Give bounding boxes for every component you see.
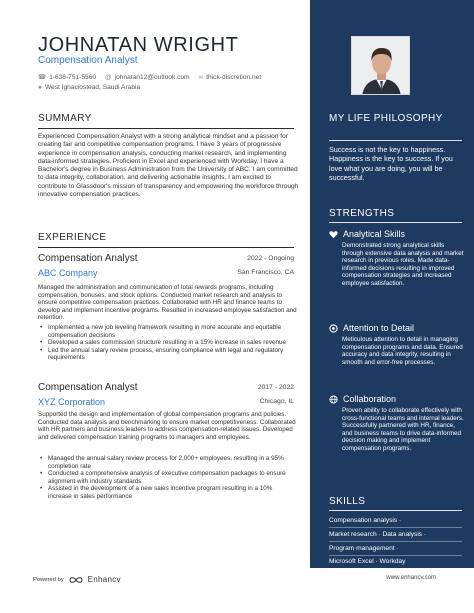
strength-title: Collaboration [343, 394, 397, 404]
achievement-item: • Assisted in the development of a new sales incentive program resulting in a 10% increase in sales performance [38, 485, 296, 500]
job-dates: 2017 - 2022 [257, 384, 294, 391]
skill-item: Microsoft Excel · Workday [329, 558, 406, 565]
phone-icon: ☎ [38, 74, 47, 81]
summary-title: SUMMARY [38, 113, 92, 124]
strength-title: Analytical Skills [343, 229, 406, 239]
brand-name[interactable]: Enhancv [87, 575, 121, 584]
job-title: Compensation Analyst [38, 382, 138, 393]
achievement-item: • Implemented a new job leveling framework resulting in more accurate and equitable compensation decisions [38, 324, 296, 339]
philosophy-divider [329, 140, 462, 141]
strength-title: Attention to Detail [343, 323, 415, 333]
job-location: San Francisco, CA [237, 269, 294, 276]
company-name: ABC Company [38, 268, 98, 278]
achievement-item: • Conducted a comprehensive analysis of executive compensation packages to ensure alignment with industry standards [38, 470, 296, 485]
location-text: West Ignaciostead, Saudi Arabia [44, 84, 141, 91]
website-item [199, 73, 262, 81]
job-dates: 2022 - Ongoing [247, 255, 294, 262]
skill-divider [329, 541, 462, 542]
link-icon: ∞ [198, 73, 204, 81]
job-description: Supported the design and implementation of global compensation programs and policies. Conducted data analysis and benchmarking to ensure market competitiveness. Collaborated with HR partners and business leaders to address compensation-related issues. Developed and delivered compensation training programs to managers and employees. [38, 411, 296, 441]
skills-divider [329, 510, 462, 511]
candidate-role: Compensation Analyst [38, 55, 138, 66]
contact-row-1 [38, 73, 261, 81]
job-achievements [38, 324, 296, 362]
experience-title: EXPERIENCE [38, 232, 107, 243]
portrait-image [352, 37, 410, 95]
strengths-title: STRENGTHS [329, 208, 395, 219]
skill-item: Program management · [329, 545, 399, 552]
email-text[interactable]: johnatan12@outlook.com [114, 73, 190, 81]
job-title: Compensation Analyst [38, 253, 138, 264]
strength-analytical [329, 229, 405, 239]
achievement-item: • Developed a sales commission structure resulting in a 15% increase in sales revenue [38, 339, 296, 347]
skill-divider [329, 527, 462, 528]
email-icon: @ [105, 73, 112, 81]
enhancv-logo-icon [69, 576, 83, 584]
achievement-item: • Led the annual salary review process, ensuring compliance with legal and regulatory requirements [38, 347, 296, 362]
job-description: Managed the administration and communication of total rewards programs, including compensation, bonuses, and stock options. Conducted market research and analysis to ensure competitive compensation practices. Collaborated with HR and finance teams to develop and implement incentive programs. Resulted in increased employee satisfaction and retention. [38, 284, 297, 322]
footer-website[interactable]: www.enhancv.com [386, 575, 436, 581]
strength-attention [329, 323, 414, 333]
contact-row-2 [38, 84, 140, 91]
skill-item: Compensation analysis · [329, 517, 402, 524]
strength-description: Meticulous attention to detail in managing compensation programs and data. Ensured accuracy and data integrity, resulting in smooth and error-free processes. [342, 336, 463, 366]
strength-description: Proven ability to collaborate effectively with cross-functional teams and internal leaders. Successfully partnered with HR, finance, and business teams to drive data-informed decision making and implement compensation programs. [342, 407, 464, 452]
skill-item: Market research · Data analysis · [329, 531, 427, 538]
summary-text: Experienced Compensation Analyst with a strong analytical mindset and a passion for creating fair and competitive compensation programs. I have 3 years of progressive experience in compensation analysis, conducting market research, and implementing data-informed strategies. Proficient in Excel and experienced with Workday, I have a Bachelor's degree in Business Administration from the University of ABC. I am committed to data integrity, collaboration, and delivering actionable insights. I am excited to contribute to Glassdoor's mission of transparency and empowering the workforce through innovative compensation practices. [38, 133, 299, 199]
philosophy-text: Success is not the key to happiness. Happiness is the key to success. If you love what you are doing, you will be successful. [329, 145, 453, 183]
email-item [105, 73, 190, 81]
experience-divider [38, 247, 294, 248]
strength-collaboration [329, 394, 396, 404]
profile-photo [351, 36, 410, 95]
location-pin-icon: ● [38, 84, 42, 91]
strength-description: Demonstrated strong analytical skills through extensive data analysis and market research in previous roles. Made data-informed decisions resulting in improved compensation strategies and increased employee satisfaction. [342, 242, 464, 287]
skills-title: SKILLS [329, 496, 366, 507]
company-name: XYZ Corporation [38, 397, 106, 407]
powered-by-label: Powered by [33, 576, 64, 583]
location-item [38, 84, 140, 91]
philosophy-title: MY LIFE PHILOSOPHY [329, 113, 443, 124]
job-achievements [38, 455, 296, 501]
strengths-divider [329, 222, 462, 223]
globe-icon [329, 395, 338, 404]
target-icon [329, 324, 338, 333]
candidate-name: JOHNATAN WRIGHT [38, 34, 239, 56]
summary-divider [38, 128, 294, 129]
powered-by [33, 575, 121, 584]
website-text[interactable]: thick-discretion.net [206, 73, 262, 81]
phone-text[interactable]: 1-638-751-5560 [49, 73, 97, 81]
job-location: Chicago, IL [259, 398, 294, 405]
skill-divider [329, 555, 462, 556]
phone-item [38, 73, 96, 81]
heart-icon [329, 230, 338, 239]
achievement-item: • Managed the annual salary review process for 2,000+ employees, resulting in a 95% completion rate [38, 455, 296, 470]
